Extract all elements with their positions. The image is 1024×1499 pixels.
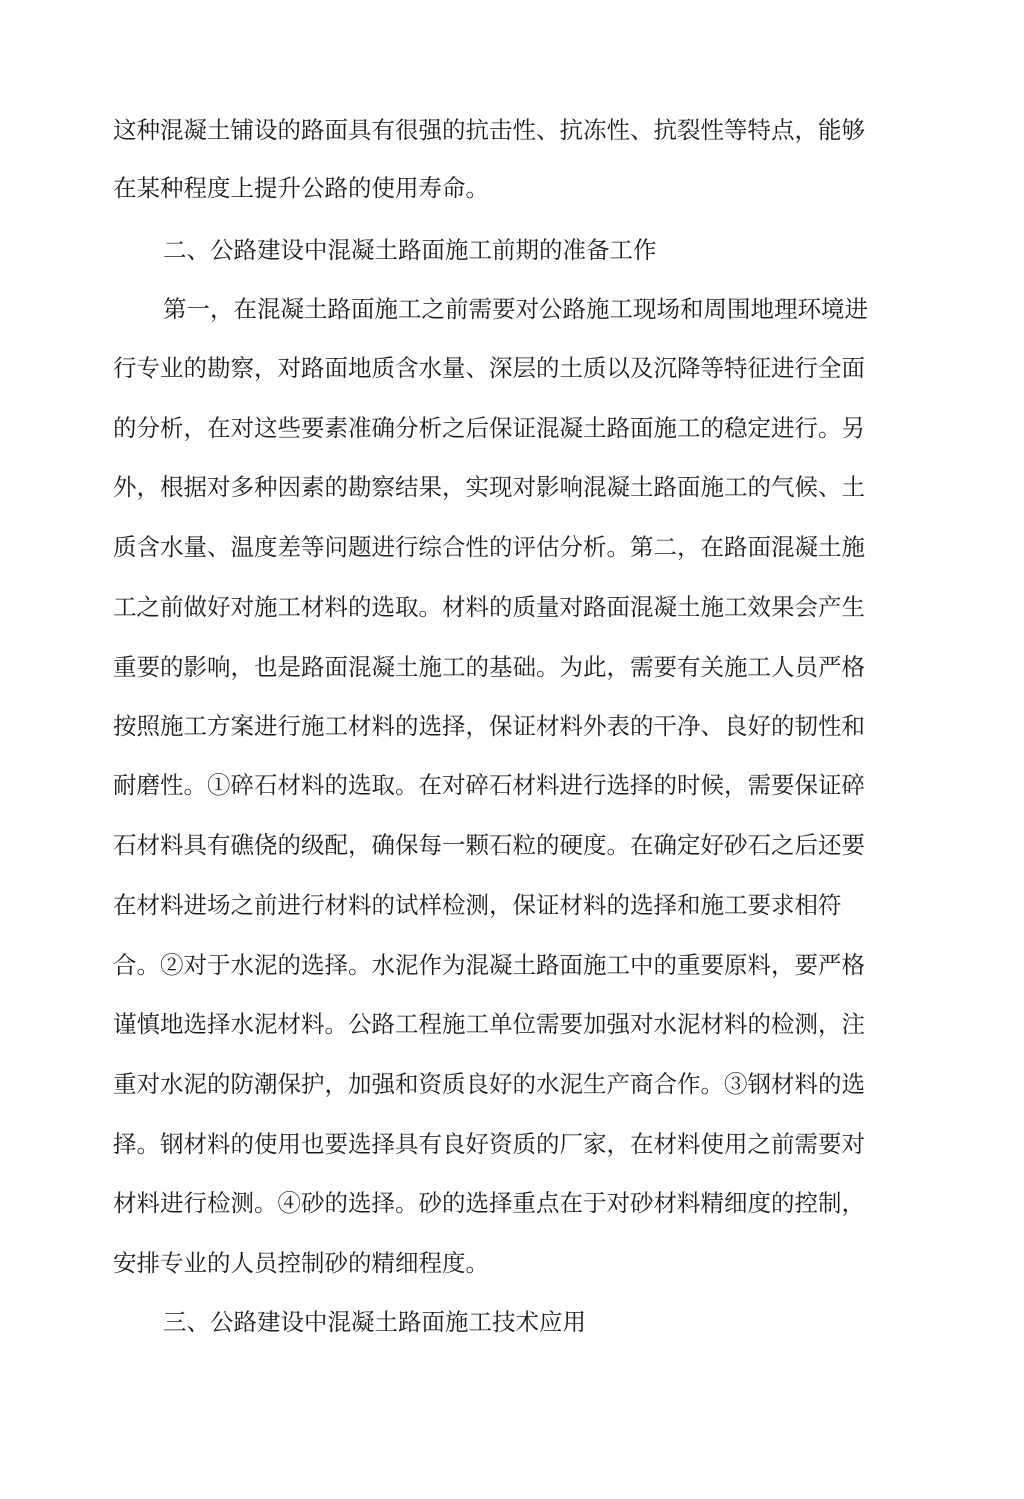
text-line: 这种混凝土铺设的路面具有很强的抗击性、抗冻性、抗裂性等特点，能够 [113,116,865,144]
text-line: 在某种程度上提升公路的使用寿命。 [113,174,489,202]
text-line: 质含水量、温度差等问题进行综合性的评估分析。第二，在路面混凝土施 [113,533,865,561]
text-line: 重要的影响，也是路面混凝土施工的基础。为此，需要有关施工人员严格 [113,653,865,681]
text-line: 行专业的勘察，对路面地质含水量、深层的土质以及沉降等特征进行全面 [113,354,865,382]
text-line: 择。钢材料的使用也要选择具有良好资质的厂家，在材料使用之前需要对 [113,1130,865,1158]
section-heading: 三、公路建设中混凝土路面施工技术应用 [163,1308,586,1336]
text-line: 在材料进场之前进行材料的试样检测，保证材料的选择和施工要求相符 [113,891,842,919]
text-line: 的分析，在对这些要素准确分析之后保证混凝土路面施工的稳定进行。另 [113,414,865,442]
text-line: 重对水泥的防潮保护，加强和资质良好的水泥生产商合作。③钢材料的选 [113,1070,865,1098]
text-line: 安排专业的人员控制砂的精细程度。 [113,1249,489,1277]
text-line: 石材料具有礁侥的级配，确保每一颗石粒的硬度。在确定好砂石之后还要 [113,831,865,859]
text-line: 谨慎地选择水泥材料。公路工程施工单位需要加强对水泥材料的检测，注 [113,1010,865,1038]
text-line: 按照施工方案进行施工材料的选择，保证材料外表的干净、良好的韧性和 [113,712,865,740]
section-heading: 二、公路建设中混凝土路面施工前期的准备工作 [163,236,657,264]
text-line: 第一，在混凝土路面施工之前需要对公路施工现场和周围地理环境进 [163,295,868,323]
text-line: 合。②对于水泥的选择。水泥作为混凝土路面施工中的重要原料，要严格 [113,951,865,979]
text-line: 材料进行检测。④砂的选择。砂的选择重点在于对砂材料精细度的控制， [113,1189,865,1217]
text-line: 耐磨性。①碎石材料的选取。在对碎石材料进行选择的时候，需要保证碎 [113,771,865,799]
text-line: 外，根据对多种因素的勘察结果，实现对影响混凝土路面施工的气候、土 [113,473,865,501]
text-line: 工之前做好对施工材料的选取。材料的质量对路面混凝土施工效果会产生 [113,593,865,621]
